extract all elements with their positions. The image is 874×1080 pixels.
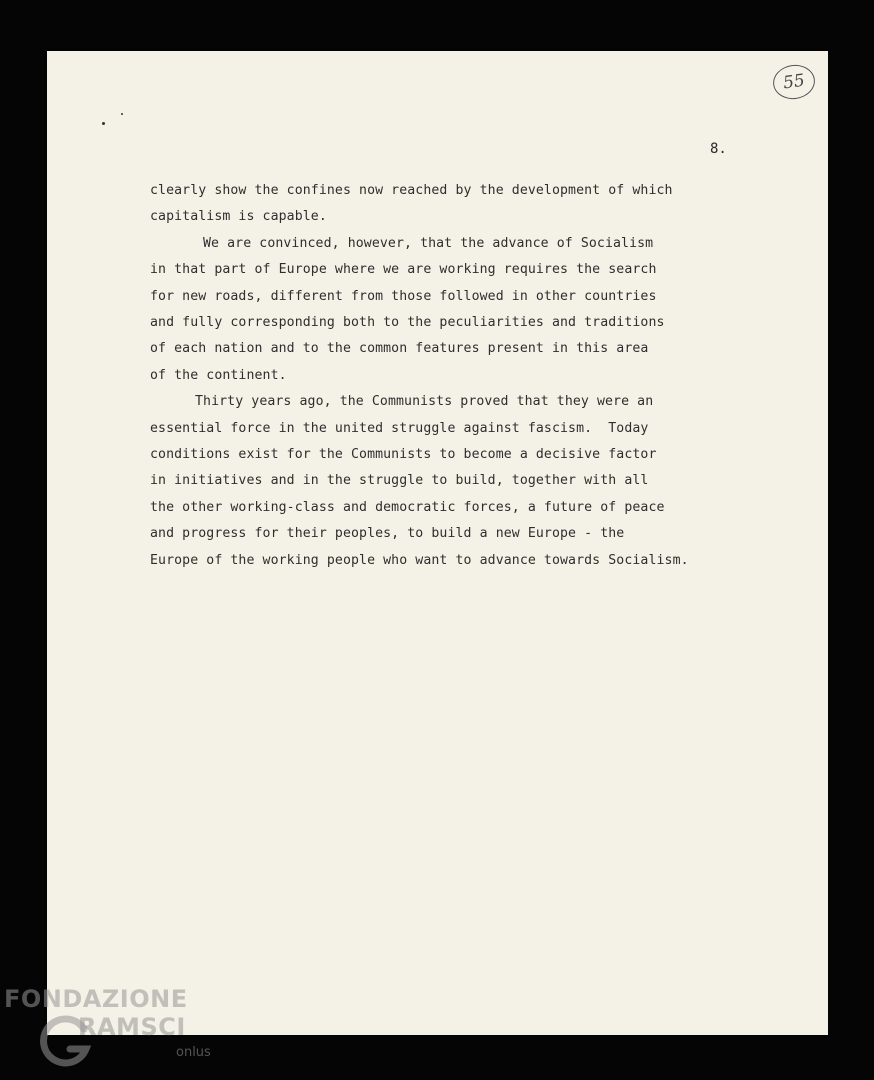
paper-speck [102, 122, 105, 125]
text-line: of the continent. [150, 367, 287, 383]
watermark-line-1: FONDAZIONE [4, 985, 188, 1013]
paper-speck [121, 113, 123, 115]
text-line: Thirty years ago, the Communists proved that they were an [195, 394, 654, 410]
text-line: in that part of Europe where we are working requires the search [150, 262, 657, 278]
text-line: clearly show the confines now reached by the development of which [150, 183, 673, 198]
foundation-watermark [4, 985, 224, 1075]
text-line: and fully corresponding both to the peculiarities and traditions [150, 315, 665, 331]
page-number: 8. [710, 141, 727, 157]
text-line: Europe of the working people who want to advance towards Socialism. [150, 552, 689, 568]
text-line: the other working-class and democratic forces, a future of peace [150, 499, 665, 515]
text-line: in initiatives and in the struggle to build, together with all [150, 473, 649, 489]
text-line: We are convinced, however, that the advance of Socialism [203, 235, 654, 251]
typed-body-text [150, 178, 790, 574]
text-line: conditions exist for the Communists to become a decisive factor [150, 447, 657, 463]
text-line: for new roads, different from those followed in other countries [150, 288, 657, 304]
document-page [47, 51, 828, 1035]
text-line: capitalism is capable. [150, 209, 327, 225]
text-line: and progress for their peoples, to build a new Europe - the [150, 526, 625, 542]
archive-number-stamp: 55 [771, 62, 817, 102]
text-line: of each nation and to the common features present in this area [150, 341, 649, 357]
text-line: essential force in the united struggle against fascism. Today [150, 420, 649, 436]
watermark-line-2: RAMSCI [78, 1013, 186, 1041]
watermark-line-3: onlus [176, 1045, 211, 1060]
